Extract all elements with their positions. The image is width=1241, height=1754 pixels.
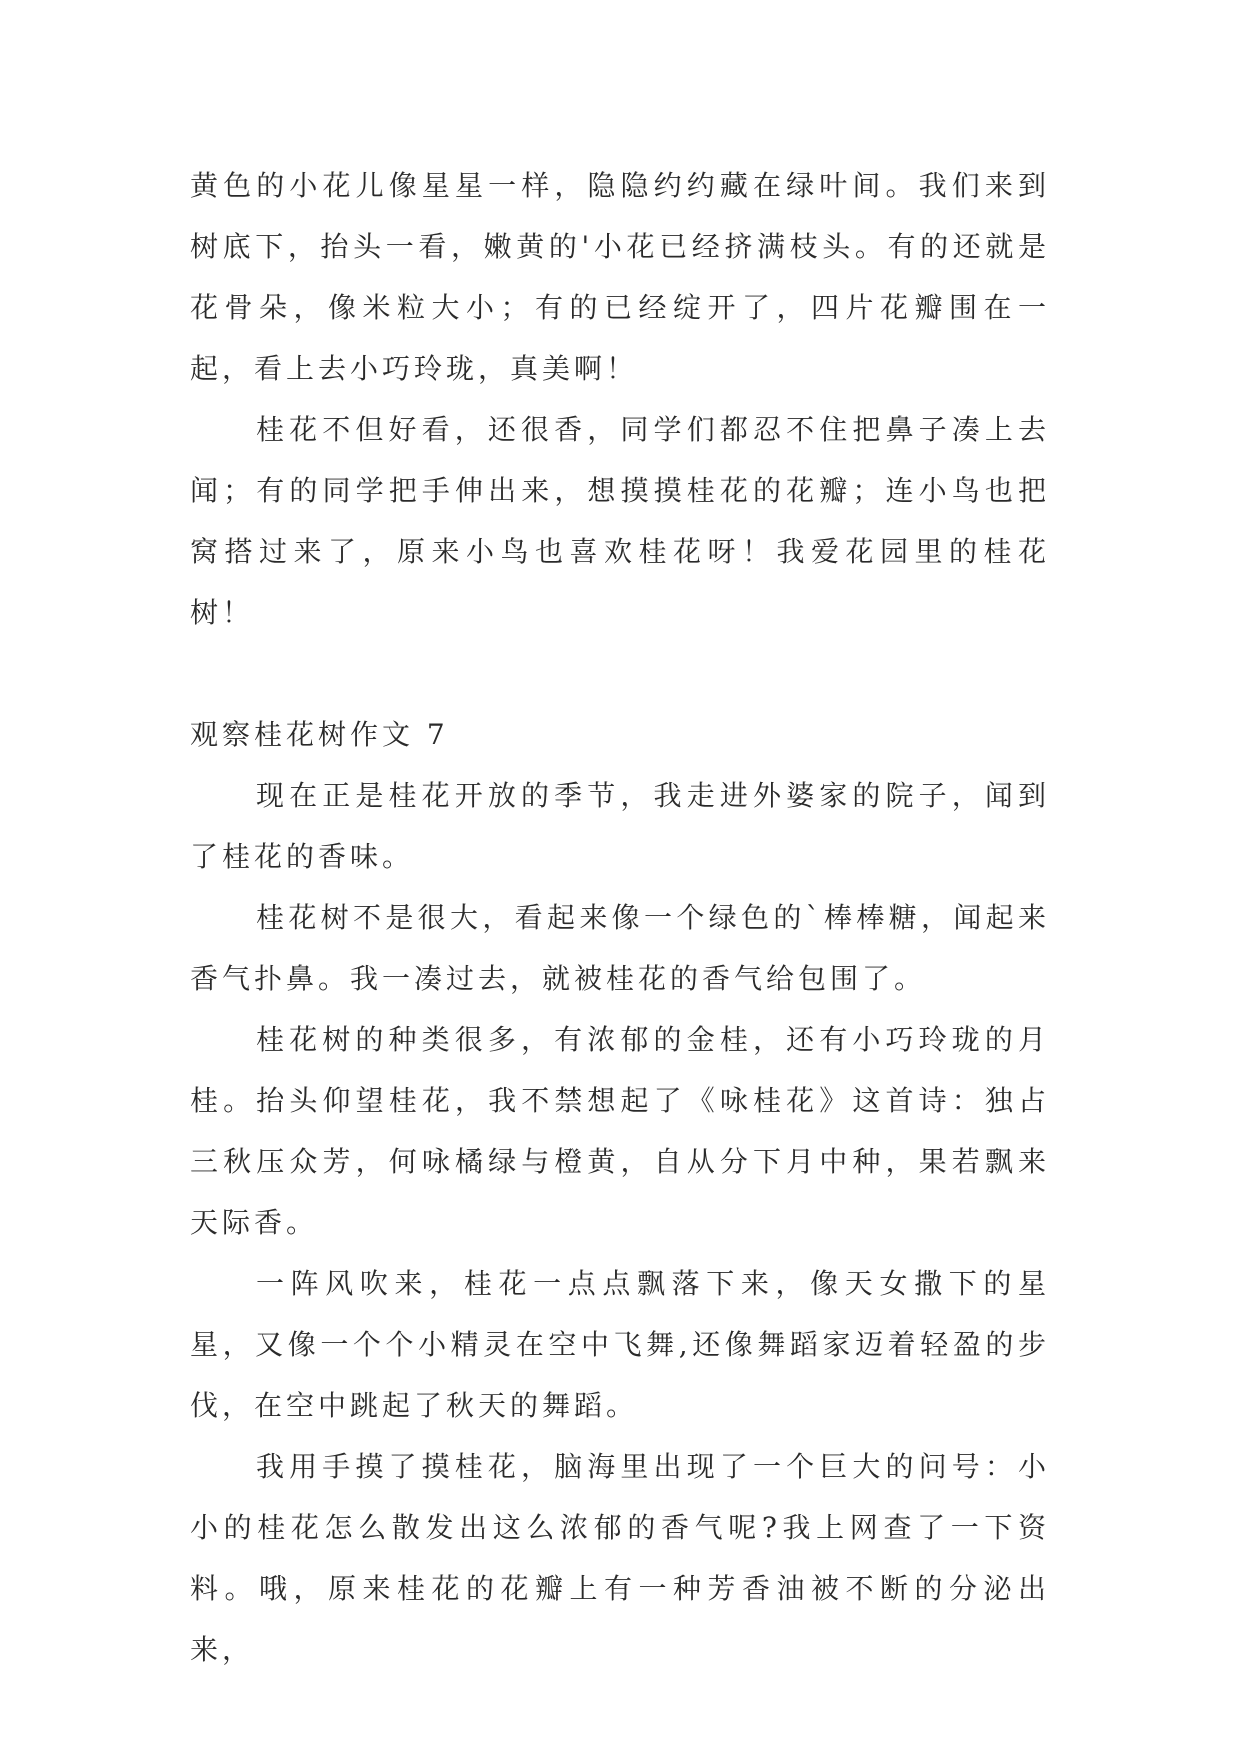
paragraph-4: 桂花树不是很大，看起来像一个绿色的`棒棒糖，闻起来香气扑鼻。我一凑过去，就被桂花的香气给包围了。 [190, 901, 1050, 995]
paragraph-1: 黄色的小花儿像星星一样，隐隐约约藏在绿叶间。我们来到树底下，抬头一看，嫩黄的'小花已经挤满枝头。有的还就是花骨朵，像米粒大小；有的已经绽开了，四片花瓣围在一起，看上去小巧玲珑，真美啊！ [190, 169, 1050, 385]
paragraph-5: 桂花树的种类很多，有浓郁的金桂，还有小巧玲珑的月桂。抬头仰望桂花，我不禁想起了《咏桂花》这首诗：独占三秋压众芳，何咏橘绿与橙黄，自从分下月中种，果若飘来天际香。 [190, 1023, 1050, 1239]
paragraph-3: 现在正是桂花开放的季节，我走进外婆家的院子，闻到了桂花的香味。 [190, 779, 1050, 873]
paragraph-7: 我用手摸了摸桂花，脑海里出现了一个巨大的问号：小小的桂花怎么散发出这么浓郁的香气呢?我上网查了一下资料。哦，原来桂花的花瓣上有一种芳香油被不断的分泌出来， [190, 1450, 1050, 1666]
section-title: 观察桂花树作文 7 [190, 718, 449, 751]
section-spacer [190, 643, 1050, 704]
paragraph-6: 一阵风吹来，桂花一点点飘落下来，像天女撒下的星星，又像一个个小精灵在空中飞舞,还像舞蹈家迈着轻盈的步伐，在空中跳起了秋天的舞蹈。 [190, 1267, 1050, 1422]
paragraph-2: 桂花不但好看，还很香，同学们都忍不住把鼻子凑上去闻；有的同学把手伸出来，想摸摸桂花的花瓣；连小鸟也把窝搭过来了，原来小鸟也喜欢桂花呀！我爱花园里的桂花树！ [190, 413, 1050, 629]
document-body [190, 155, 1050, 1680]
